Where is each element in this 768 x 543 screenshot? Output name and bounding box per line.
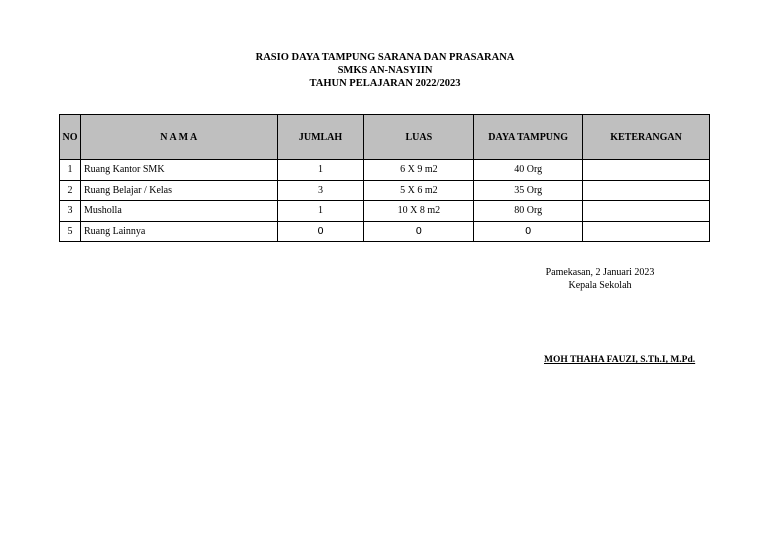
cell-keterangan: [583, 160, 710, 181]
cell-nama: Ruang Kantor SMK: [80, 160, 277, 181]
header-jumlah: JUMLAH: [277, 115, 364, 160]
place-date: Pamekasan, 2 Januari 2023: [545, 267, 655, 278]
table-header-row: [60, 115, 710, 160]
table-row: [60, 180, 710, 201]
header-nama: N A M A: [80, 115, 277, 160]
cell-no: 2: [60, 180, 81, 201]
signer-name: MOH THAHA FAUZI, S.Th.I, M.Pd.: [544, 355, 696, 365]
cell-jumlah: 1: [277, 201, 364, 222]
cell-luas: 10 X 8 m2: [364, 201, 474, 222]
cell-no: 3: [60, 201, 81, 222]
cell-daya-tampung: 0: [474, 221, 583, 242]
document-title: [0, 51, 768, 90]
cell-luas: 0: [364, 221, 474, 242]
cell-nama: Ruang Belajar / Kelas: [80, 180, 277, 201]
title-line-2: SMKS AN-NASYIIN: [337, 65, 433, 76]
cell-jumlah: 1: [277, 160, 364, 181]
cell-nama: Ruang Lainnya: [80, 221, 277, 242]
cell-keterangan: [583, 221, 710, 242]
cell-no: 1: [60, 160, 81, 181]
header-keterangan: KETERANGAN: [583, 115, 710, 160]
header-no: NO: [60, 115, 81, 160]
cell-no: 5: [60, 221, 81, 242]
header-luas: LUAS: [364, 115, 474, 160]
cell-keterangan: [583, 201, 710, 222]
table-row: [60, 160, 710, 181]
cell-jumlah: 0: [277, 221, 364, 242]
signature-block: [520, 266, 680, 292]
cell-keterangan: [583, 180, 710, 201]
title-line-3: TAHUN PELAJARAN 2022/2023: [309, 78, 461, 89]
cell-luas: 5 X 6 m2: [364, 180, 474, 201]
signer-position: Kepala Sekolah: [568, 280, 632, 291]
header-daya-tampung: DAYA TAMPUNG: [474, 115, 583, 160]
cell-luas: 6 X 9 m2: [364, 160, 474, 181]
cell-daya-tampung: 80 Org: [474, 201, 583, 222]
title-line-1: RASIO DAYA TAMPUNG SARANA DAN PRASARANA: [255, 52, 515, 63]
table-row: [60, 201, 710, 222]
capacity-ratio-table: [59, 114, 710, 242]
cell-nama: Musholla: [80, 201, 277, 222]
table-row: [60, 221, 710, 242]
cell-jumlah: 3: [277, 180, 364, 201]
cell-daya-tampung: 35 Org: [474, 180, 583, 201]
cell-daya-tampung: 40 Org: [474, 160, 583, 181]
